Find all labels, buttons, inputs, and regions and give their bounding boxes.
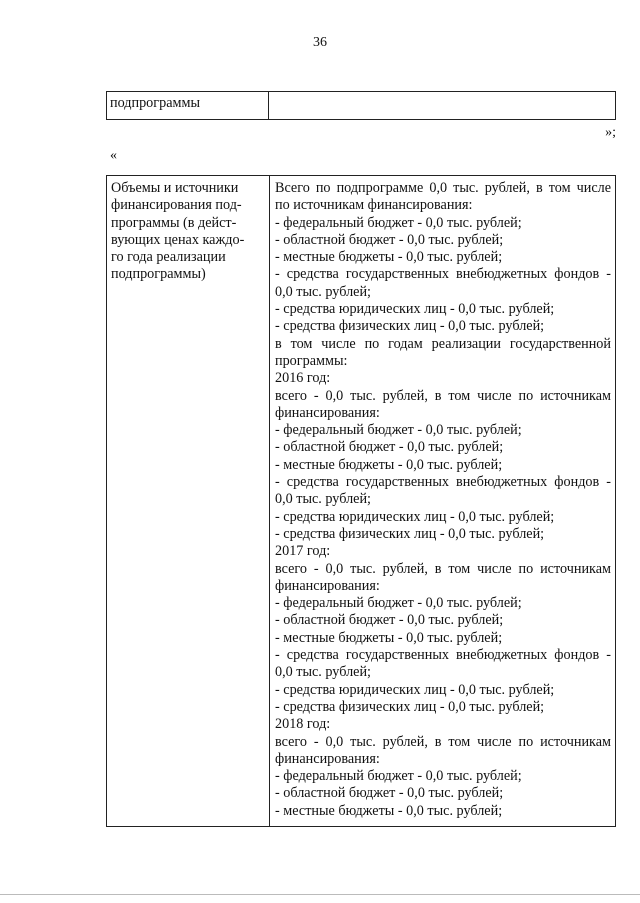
detail-line: - областной бюджет - 0,0 тыс. рублей; <box>275 785 504 802</box>
detail-line: по источникам финансирования: <box>275 197 473 214</box>
detail-line: финансирования: <box>275 404 380 421</box>
detail-line: 0,0 тыс. рублей; <box>275 664 371 681</box>
top-row-value-cell <box>269 92 616 120</box>
financing-details-cell <box>270 176 616 827</box>
page-bottom-divider <box>0 894 640 895</box>
label-line: программы (в дейст- <box>111 214 237 231</box>
detail-line: - средства государственных внебюджетных фондов - <box>275 266 611 283</box>
closing-quote: »; <box>605 125 616 140</box>
year-heading: 2018 год: <box>275 716 331 733</box>
detail-line: - местные бюджеты - 0,0 тыс. рублей; <box>275 629 503 646</box>
detail-line: - местные бюджеты - 0,0 тыс. рублей; <box>275 802 503 819</box>
label-line: Объемы и источники <box>111 180 239 196</box>
page-number: 36 <box>313 35 327 50</box>
year-heading: 2017 год: <box>275 543 331 560</box>
label-line: финансирования под- <box>111 197 242 214</box>
top-row-label-cell: подпрограммы <box>107 92 269 120</box>
detail-line: - федеральный бюджет - 0,0 тыс. рублей; <box>275 595 522 612</box>
detail-line: - средства юридических лиц - 0,0 тыс. рублей; <box>275 681 555 698</box>
detail-line: - средства государственных внебюджетных фондов - <box>275 474 611 491</box>
detail-line: - средства физических лиц - 0,0 тыс. рублей; <box>275 698 545 715</box>
detail-line: финансирования: <box>275 577 380 594</box>
label-line: вующих ценах каждо- <box>111 231 245 248</box>
detail-line: - средства физических лиц - 0,0 тыс. рублей; <box>275 318 545 335</box>
detail-line: всего - 0,0 тыс. рублей, в том числе по источникам <box>275 560 611 577</box>
detail-line: - местные бюджеты - 0,0 тыс. рублей; <box>275 249 503 266</box>
year-heading: 2016 год: <box>275 370 331 387</box>
table-row <box>107 176 616 827</box>
detail-line: - средства юридических лиц - 0,0 тыс. рублей; <box>275 301 555 318</box>
detail-line: - областной бюджет - 0,0 тыс. рублей; <box>275 439 504 456</box>
detail-line: Всего по подпрограмме 0,0 тыс. рублей, в том числе <box>275 180 611 196</box>
detail-line: - федеральный бюджет - 0,0 тыс. рублей; <box>275 214 522 231</box>
detail-line: - местные бюджеты - 0,0 тыс. рублей; <box>275 456 503 473</box>
detail-line: - средства физических лиц - 0,0 тыс. рублей; <box>275 525 545 542</box>
table-row <box>107 92 616 120</box>
detail-line: - федеральный бюджет - 0,0 тыс. рублей; <box>275 422 522 439</box>
detail-line: 0,0 тыс. рублей; <box>275 283 371 300</box>
detail-line: финансирования: <box>275 750 380 767</box>
opening-quote: « <box>110 148 117 163</box>
label-line: подпрограммы) <box>111 266 206 283</box>
label-line: го года реализации <box>111 249 226 266</box>
detail-line: - средства юридических лиц - 0,0 тыс. рублей; <box>275 508 555 525</box>
detail-line: - областной бюджет - 0,0 тыс. рублей; <box>275 231 504 248</box>
detail-line: программы: <box>275 352 348 369</box>
detail-line: всего - 0,0 тыс. рублей, в том числе по источникам <box>275 387 611 404</box>
detail-line: - средства государственных внебюджетных фондов - <box>275 647 611 664</box>
top-table-fragment <box>106 91 616 120</box>
detail-line: - областной бюджет - 0,0 тыс. рублей; <box>275 612 504 629</box>
detail-line: всего - 0,0 тыс. рублей, в том числе по источникам <box>275 733 611 750</box>
detail-line: в том числе по годам реализации государственной <box>275 335 611 352</box>
financing-label-cell <box>107 176 270 827</box>
detail-line: - федеральный бюджет - 0,0 тыс. рублей; <box>275 768 522 785</box>
financing-table <box>106 175 616 827</box>
detail-line: 0,0 тыс. рублей; <box>275 491 371 508</box>
